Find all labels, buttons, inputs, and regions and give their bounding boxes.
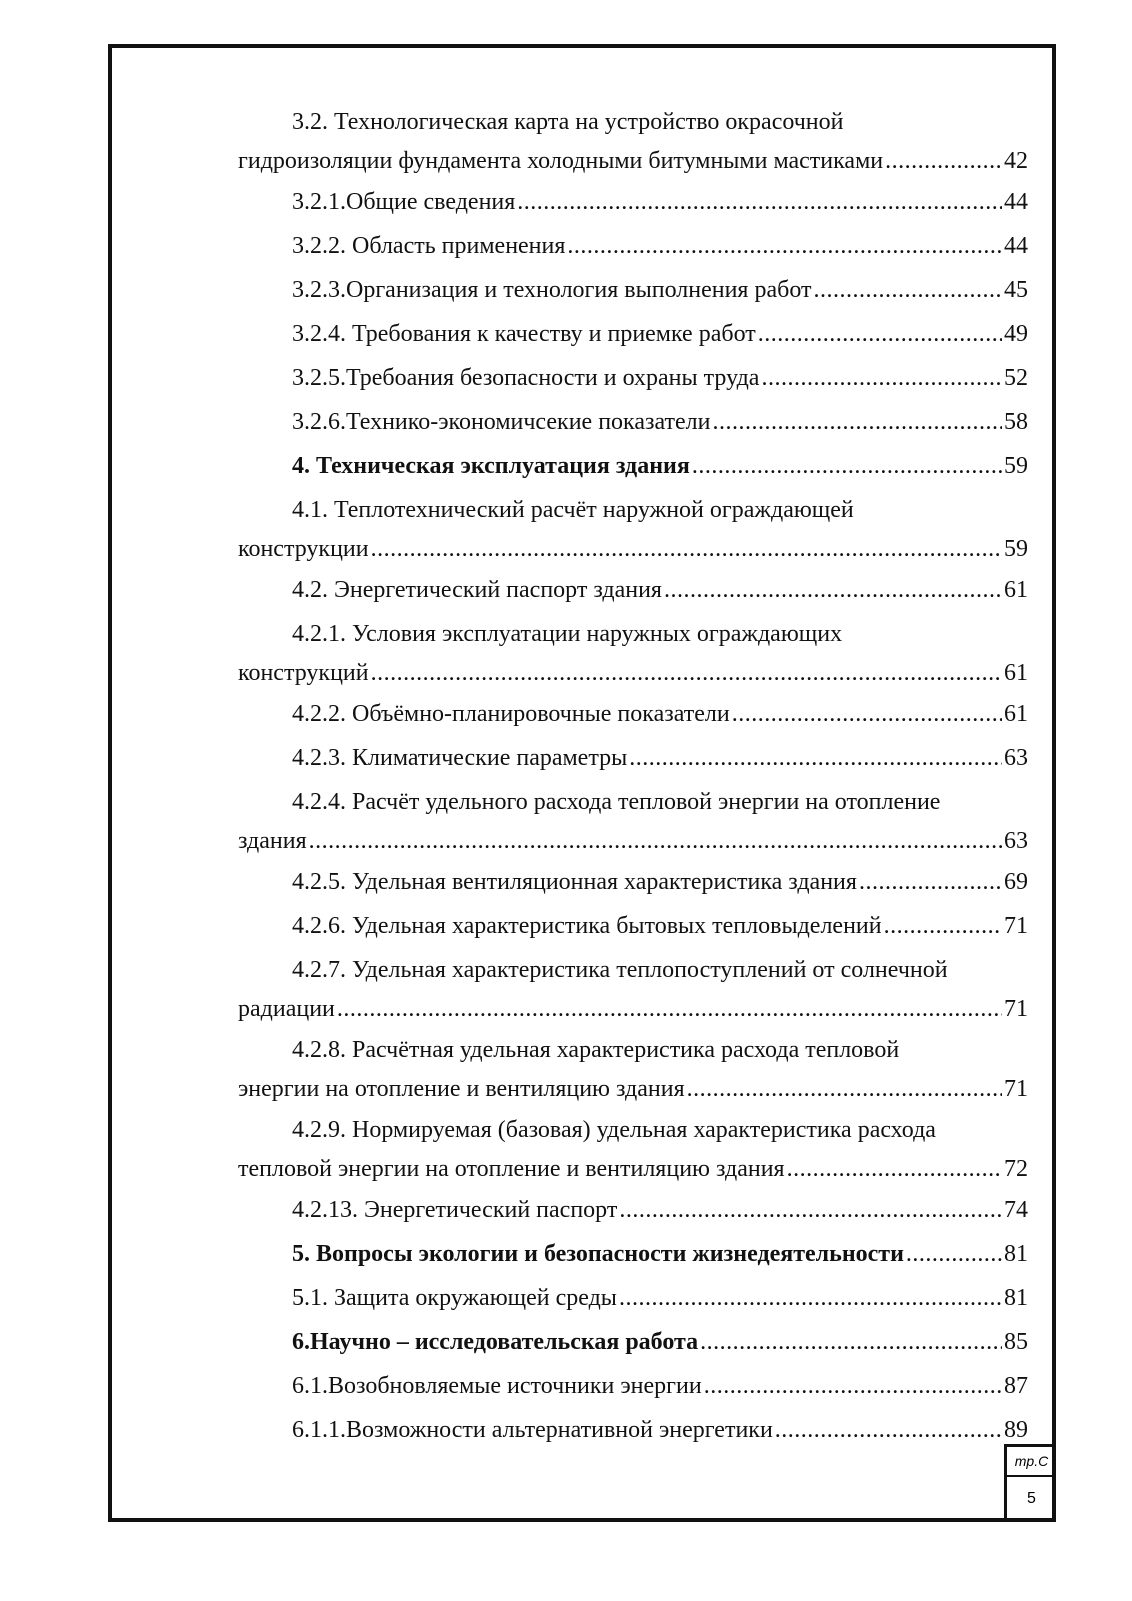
toc-entry [238, 1188, 1028, 1232]
toc-entry-row [238, 400, 1028, 444]
toc-entry-first-line: 4.1. Теплотехнический расчёт наружной ограждающей [292, 497, 854, 523]
toc-entry-page: 42 [1004, 148, 1028, 174]
toc-entry-title: 6.1.Возобновляемые источники энергии [292, 1373, 702, 1399]
toc-entry-page: 44 [1004, 233, 1028, 259]
toc-entry [238, 1232, 1028, 1276]
dot-leader [371, 530, 1002, 568]
dot-leader [906, 1232, 1002, 1276]
page-number: 5 [1027, 1490, 1036, 1507]
dot-leader [814, 268, 1003, 312]
toc-entry-row [238, 268, 1028, 312]
toc-entry-first-line: 3.2. Технологическая карта на устройство окрасочной [292, 109, 844, 135]
toc-entry-page: 61 [1004, 577, 1028, 603]
toc-entry-page: 71 [1004, 996, 1028, 1022]
dot-leader [687, 1070, 1002, 1108]
dot-leader [567, 224, 1002, 268]
toc-entry-title: 3.2.6.Технико-экономичсекие показатели [292, 409, 711, 435]
dot-leader [758, 312, 1002, 356]
toc-entry-title: энергии на отопление и вентиляцию здания [238, 1076, 685, 1102]
toc-entry [238, 948, 1028, 1028]
dot-leader [629, 736, 1002, 780]
dot-leader [700, 1320, 1002, 1364]
toc-entry-page: 89 [1004, 1417, 1028, 1443]
dot-leader [619, 1276, 1002, 1320]
dot-leader [371, 654, 1002, 692]
dot-leader [337, 990, 1002, 1028]
toc-entry-row [238, 568, 1028, 612]
toc-entry [238, 1276, 1028, 1320]
dot-leader [309, 822, 1002, 860]
toc-entry-title: 4.2.3. Климатические параметры [292, 745, 628, 771]
toc-entry-row [238, 530, 1028, 568]
toc-entry-row [238, 1188, 1028, 1232]
toc-entry [238, 1408, 1028, 1452]
toc-entry [238, 736, 1028, 780]
toc-entry-title: здания [238, 828, 307, 854]
toc-entry-first-line: 4.2.7. Удельная характеристика теплопоступлений от солнечной [292, 957, 948, 983]
toc-entry [238, 356, 1028, 400]
toc-entry-first-line: 4.2.8. Расчётная удельная характеристика расхода тепловой [292, 1037, 900, 1063]
toc-entry-title: 4.2. Энергетический паспорт здания [292, 577, 662, 603]
toc-entry [238, 860, 1028, 904]
dot-leader [619, 1188, 1002, 1232]
toc-entry-page: 81 [1004, 1285, 1028, 1311]
stamp-label: mp.C [1007, 1447, 1056, 1477]
toc-entry-row [238, 1150, 1028, 1188]
toc-entry-title: гидроизоляции фундамента холодными битумными мастиками [238, 148, 884, 174]
dot-leader [692, 444, 1002, 488]
dot-leader [859, 860, 1002, 904]
toc-entry-page: 72 [1004, 1156, 1028, 1182]
toc-entry-page: 71 [1004, 1076, 1028, 1102]
toc-entry-row [238, 1070, 1028, 1108]
toc-entry-page: 63 [1004, 828, 1028, 854]
toc-entry-page: 61 [1004, 701, 1028, 727]
toc-entry-title: радиации [238, 996, 335, 1022]
toc-entry-row [238, 1364, 1028, 1408]
toc-entry-row [238, 180, 1028, 224]
dot-leader [787, 1150, 1002, 1188]
toc-entry-page: 59 [1004, 536, 1028, 562]
toc-entry-title: 3.2.2. Область применения [292, 233, 566, 259]
toc-entry [238, 488, 1028, 568]
toc-entry-row [238, 1276, 1028, 1320]
toc-entry-row [238, 736, 1028, 780]
toc-entry-page: 81 [1004, 1241, 1028, 1267]
toc-entry [238, 444, 1028, 488]
toc-entry-page: 59 [1004, 453, 1028, 479]
dot-leader [761, 356, 1002, 400]
dot-leader [712, 400, 1002, 444]
toc-entry-row [238, 990, 1028, 1028]
toc-entry-page: 87 [1004, 1373, 1028, 1399]
toc-entry-title: 4. Техническая эксплуатация здания [292, 453, 690, 479]
toc-entry-row [238, 904, 1028, 948]
toc-entry-row [238, 356, 1028, 400]
toc-entry-page: 52 [1004, 365, 1028, 391]
toc-entry [238, 400, 1028, 444]
toc-entry [238, 1320, 1028, 1364]
toc-entry-title: 5. Вопросы экологии и безопасности жизнедеятельности [292, 1241, 904, 1267]
toc-entry [238, 1028, 1028, 1108]
dot-leader [664, 568, 1002, 612]
toc-entry-row [238, 692, 1028, 736]
dot-leader [885, 142, 1002, 180]
table-of-contents [238, 100, 1028, 1452]
toc-entry-row [238, 142, 1028, 180]
toc-entry [238, 180, 1028, 224]
toc-entry [238, 100, 1028, 180]
toc-entry-title: тепловой энергии на отопление и вентиляцию здания [238, 1156, 785, 1182]
toc-entry-page: 44 [1004, 189, 1028, 215]
toc-entry-title: 3.2.1.Общие сведения [292, 189, 516, 215]
toc-entry-row [238, 224, 1028, 268]
page-stamp [1004, 1444, 1056, 1522]
toc-entry-row [238, 1408, 1028, 1452]
toc-entry-first-line: 4.2.1. Условия эксплуатации наружных ограждающих [292, 621, 843, 647]
dot-leader [775, 1408, 1002, 1452]
toc-entry-row [238, 444, 1028, 488]
toc-entry-row [238, 1320, 1028, 1364]
toc-entry [238, 224, 1028, 268]
toc-entry [238, 904, 1028, 948]
toc-entry-title: 3.2.3.Организация и технология выполнения работ [292, 277, 812, 303]
toc-entry-page: 45 [1004, 277, 1028, 303]
toc-entry-page: 71 [1004, 913, 1028, 939]
toc-entry-title: конструкции [238, 536, 369, 562]
toc-entry [238, 1108, 1028, 1188]
toc-entry-page: 69 [1004, 869, 1028, 895]
toc-entry-page: 85 [1004, 1329, 1028, 1355]
dot-leader [732, 692, 1002, 736]
toc-entry-row [238, 1232, 1028, 1276]
toc-entry-row [238, 654, 1028, 692]
toc-entry [238, 568, 1028, 612]
toc-entry-title: 4.2.2. Объёмно-планировочные показатели [292, 701, 730, 727]
toc-entry-page: 63 [1004, 745, 1028, 771]
toc-entry-title: конструкций [238, 660, 369, 686]
toc-entry-title: 5.1. Защита окружающей среды [292, 1285, 617, 1311]
dot-leader [517, 180, 1002, 224]
toc-entry-row [238, 860, 1028, 904]
toc-entry [238, 692, 1028, 736]
toc-entry-title: 6.Научно – исследовательская работа [292, 1329, 699, 1355]
toc-entry-row [238, 312, 1028, 356]
toc-entry-title: 3.2.5.Требоания безопасности и охраны труда [292, 365, 760, 391]
dot-leader [704, 1364, 1002, 1408]
toc-entry-title: 3.2.4. Требования к качеству и приемке работ [292, 321, 756, 347]
toc-entry-title: 4.2.5. Удельная вентиляционная характеристика здания [292, 869, 857, 895]
toc-entry-page: 49 [1004, 321, 1028, 347]
toc-entry-row [238, 822, 1028, 860]
toc-entry-first-line: 4.2.4. Расчёт удельного расхода тепловой энергии на отопление [292, 789, 941, 815]
toc-entry-page: 61 [1004, 660, 1028, 686]
toc-entry-page: 58 [1004, 409, 1028, 435]
toc-entry-first-line: 4.2.9. Нормируемая (базовая) удельная характеристика расхода [292, 1117, 936, 1143]
toc-entry [238, 612, 1028, 692]
dot-leader [884, 904, 1002, 948]
toc-entry [238, 312, 1028, 356]
toc-entry-title: 6.1.1.Возможности альтернативной энергетики [292, 1417, 773, 1443]
toc-entry [238, 780, 1028, 860]
toc-entry-title: 4.2.6. Удельная характеристика бытовых тепловыделений [292, 913, 882, 939]
toc-entry-page: 74 [1004, 1197, 1028, 1223]
toc-entry-title: 4.2.13. Энергетический паспорт [292, 1197, 618, 1223]
toc-entry [238, 268, 1028, 312]
toc-entry [238, 1364, 1028, 1408]
